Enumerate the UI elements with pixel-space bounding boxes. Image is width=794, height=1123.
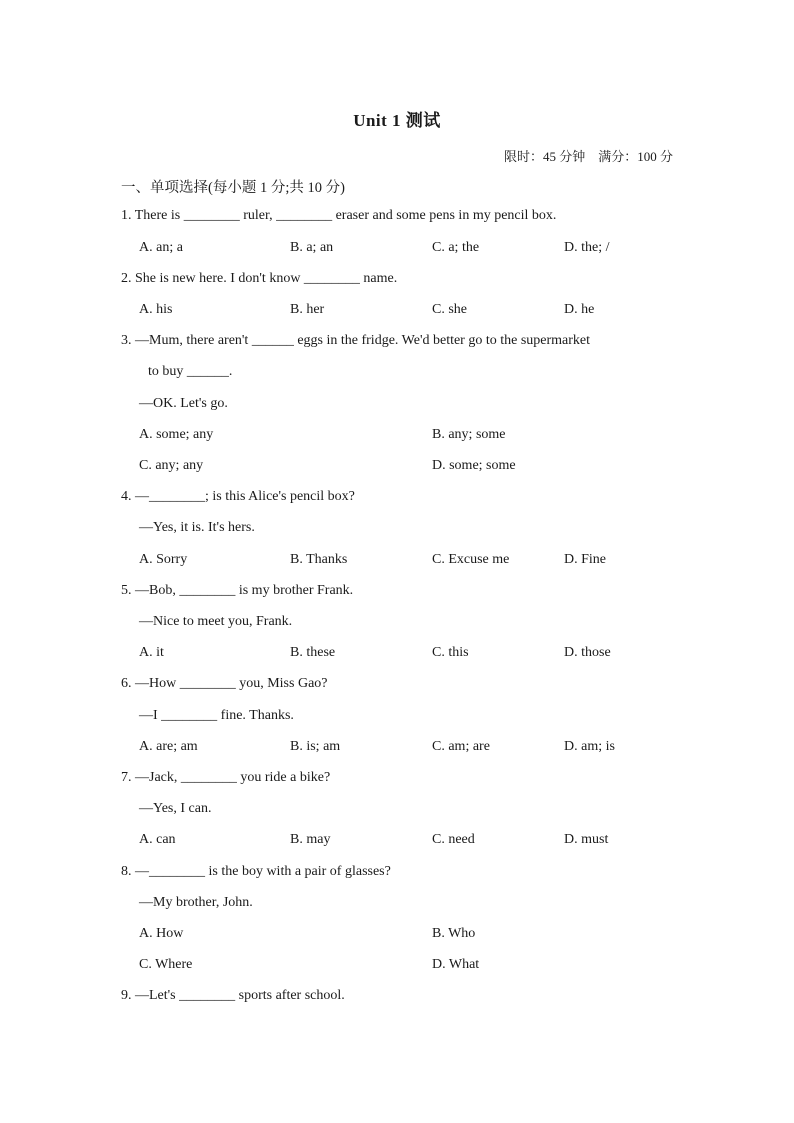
question-8-option-a: A. How <box>139 926 184 941</box>
question-3-option-a: A. some; any <box>139 427 214 442</box>
question-6-option-b: B. is; am <box>290 739 341 754</box>
question-8-reply: —My brother, John. <box>139 895 253 910</box>
question-2-text: 2. She is new here. I don't know ________ name. <box>121 271 398 286</box>
page-title: Unit 1 测试 <box>353 111 441 130</box>
question-6-reply: —I ________ fine. Thanks. <box>139 708 294 723</box>
question-6-option-d: D. am; is <box>564 739 615 754</box>
question-4-option-c: C. Excuse me <box>432 552 510 567</box>
question-5-option-a: A. it <box>139 645 164 660</box>
question-2-option-d: D. he <box>564 302 595 317</box>
question-7-option-d: D. must <box>564 832 609 847</box>
question-2-option-b: B. her <box>290 302 325 317</box>
question-7-option-c: C. need <box>432 832 475 847</box>
question-4-option-b: B. Thanks <box>290 552 348 567</box>
question-7-text: 7. —Jack, ________ you ride a bike? <box>121 770 331 785</box>
question-3-option-d: D. some; some <box>432 458 516 473</box>
question-4-reply: —Yes, it is. It's hers. <box>139 520 255 535</box>
question-1-option-a: A. an; a <box>139 240 183 255</box>
question-5-option-b: B. these <box>290 645 336 660</box>
question-8-option-b: B. Who <box>432 926 476 941</box>
question-4-option-d: D. Fine <box>564 552 606 567</box>
question-4-text: 4. —________; is this Alice's pencil box? <box>121 489 355 504</box>
question-1-option-c: C. a; the <box>432 240 480 255</box>
question-3-option-c: C. any; any <box>139 458 204 473</box>
question-7-option-b: B. may <box>290 832 331 847</box>
time-limit: 限时：45 分钟 满分：100 分 <box>503 149 673 164</box>
question-7-reply: —Yes, I can. <box>139 801 212 816</box>
question-1-option-d: D. the; / <box>564 240 610 255</box>
question-1-option-b: B. a; an <box>290 240 334 255</box>
question-5-option-c: C. this <box>432 645 469 660</box>
question-5-text: 5. —Bob, ________ is my brother Frank. <box>121 583 354 598</box>
question-8-text: 8. —________ is the boy with a pair of glasses? <box>121 864 391 879</box>
question-2-option-c: C. she <box>432 302 467 317</box>
question-3-reply: —OK. Let's go. <box>139 396 228 411</box>
section-heading: 一、单项选择(每小题 1 分;共 10 分) <box>121 180 345 196</box>
question-9-text: 9. —Let's ________ sports after school. <box>121 988 345 1003</box>
question-6-text: 6. —How ________ you, Miss Gao? <box>121 676 328 691</box>
question-3-option-b: B. any; some <box>432 427 506 442</box>
question-1-text: 1. There is ________ ruler, ________ eraser and some pens in my pencil box. <box>121 208 557 223</box>
question-4-option-a: A. Sorry <box>139 552 188 567</box>
question-8-option-c: C. Where <box>139 957 193 972</box>
question-6-option-c: C. am; are <box>432 739 490 754</box>
question-7-option-a: A. can <box>139 832 176 847</box>
question-2-option-a: A. his <box>139 302 173 317</box>
question-3-text-continued: to buy ______. <box>148 364 233 379</box>
question-3-text: 3. —Mum, there aren't ______ eggs in the fridge. We'd better go to the supermarket <box>121 333 591 348</box>
question-5-reply: —Nice to meet you, Frank. <box>139 614 293 629</box>
question-6-option-a: A. are; am <box>139 739 198 754</box>
question-5-option-d: D. those <box>564 645 611 660</box>
question-8-option-d: D. What <box>432 957 480 972</box>
